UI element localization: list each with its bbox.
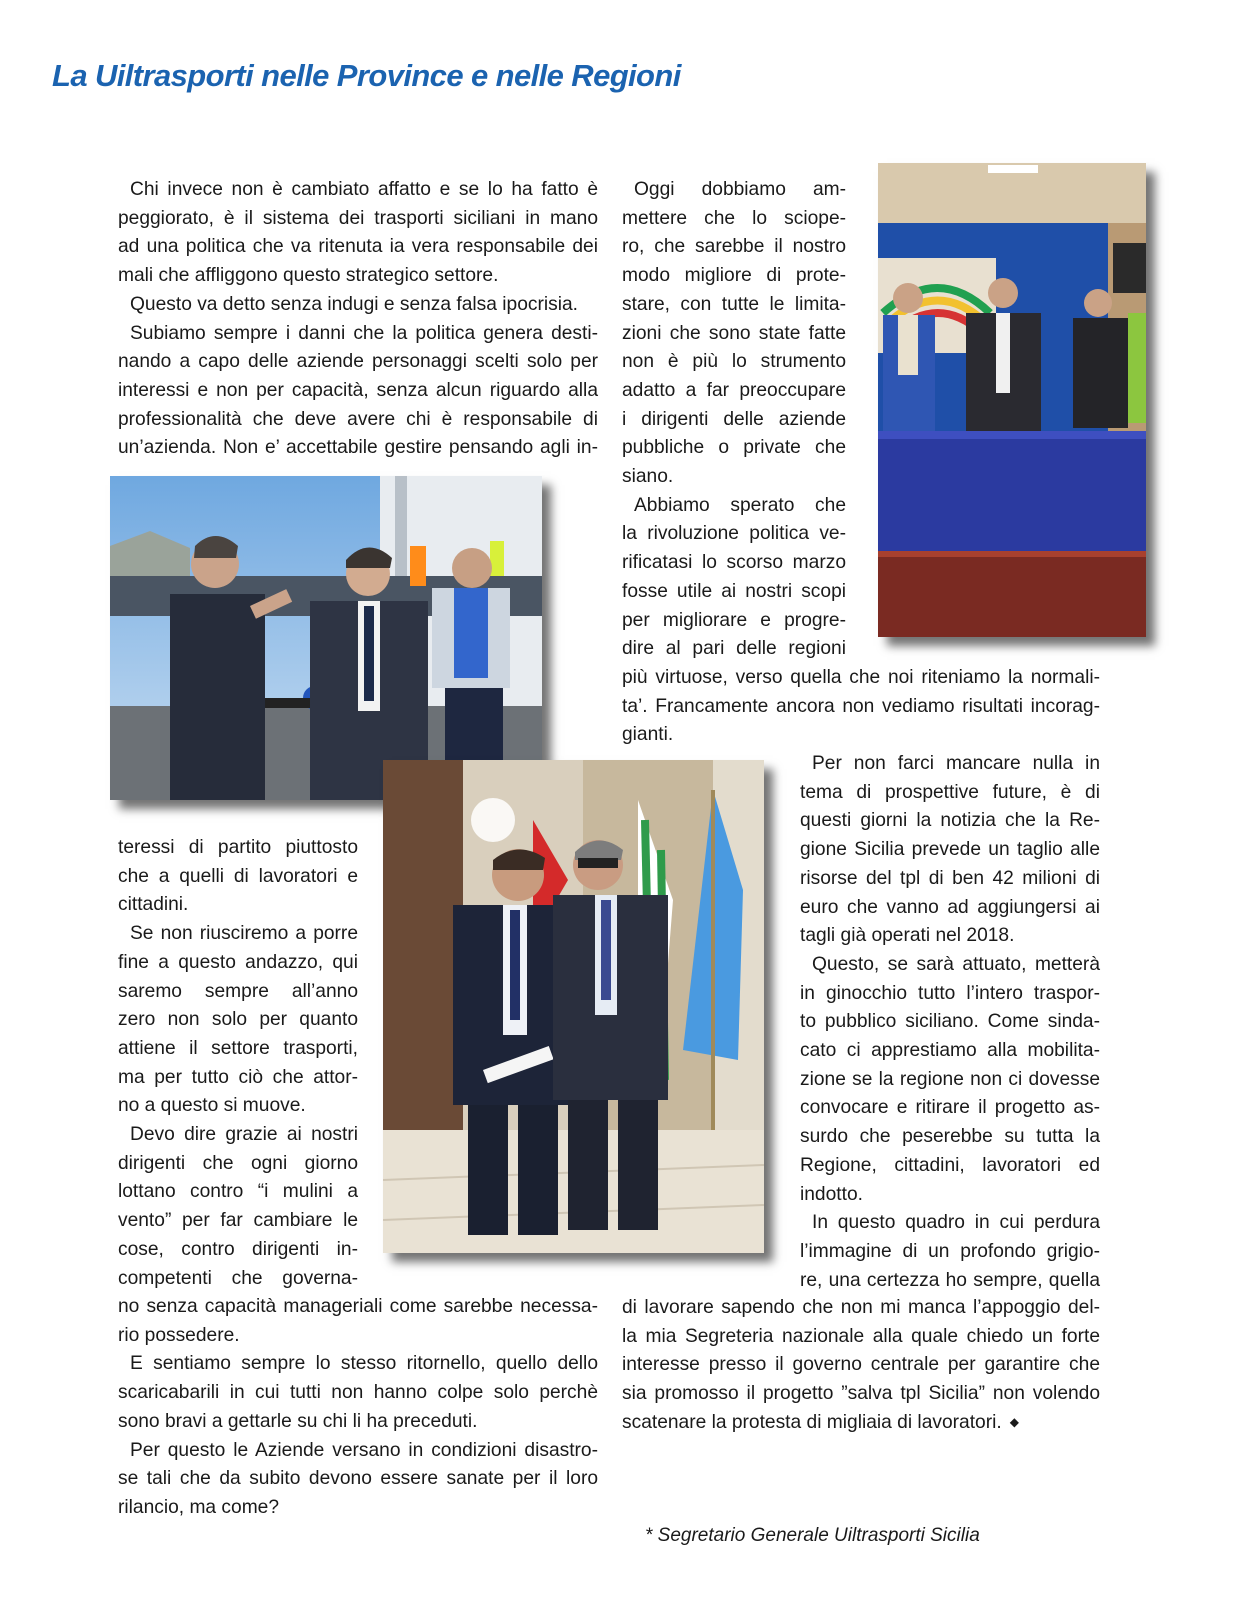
text-line: stare, con tutte le limita-	[622, 293, 846, 315]
text-line: vento” per far cambiare le	[118, 1210, 358, 1232]
text-line: per migliorare e progre-	[622, 609, 846, 631]
text-line: peggiorato, è il sistema dei trasporti siciliani in mano	[118, 207, 598, 229]
text-line: Questo, se sarà attuato, metterà	[812, 953, 1100, 975]
photo-conference-image	[878, 163, 1146, 637]
text-line: attiene il settore trasporti,	[118, 1037, 358, 1059]
text-line: siano.	[622, 466, 674, 487]
text-line: Abbiamo sperato che	[634, 494, 846, 516]
text-line: no a questo si muove.	[118, 1095, 306, 1117]
text-line: tema di prospettive future, è di	[800, 781, 1100, 803]
text-line: euro che vanno ad aggiungersi ai	[800, 896, 1100, 918]
text-line: to pubblico siciliano. Come sinda-	[800, 1011, 1100, 1033]
text-line: cose, contro dirigenti in-	[118, 1238, 358, 1260]
text-line: mettere che lo sciope-	[622, 207, 846, 229]
text-line: ro, che sarebbe il nostro	[622, 236, 846, 258]
text-line: un’azienda. Non e’ accettabile gestire pensando agli in-	[118, 437, 598, 459]
text-line: In questo quadro in cui perdura	[812, 1212, 1100, 1234]
text-line: zione se la regione non ci dovesse	[800, 1068, 1100, 1090]
text-line: cato ci apprestiamo alla mobilita-	[800, 1040, 1100, 1061]
text-line: di lavorare sapendo che non mi manca l’appoggio del-	[622, 1297, 1100, 1318]
end-mark-icon: ◆	[1009, 1415, 1019, 1430]
text-line: la mia Segreteria nazionale alla quale chiedo un forte	[622, 1325, 1100, 1347]
photo-port-interview	[110, 476, 542, 800]
text-line: scatenare la protesta di migliaia di lavoratori. ◆	[622, 1408, 1100, 1437]
text-line: Se non riusciremo a porre	[130, 923, 358, 945]
text-line: interessi e non per capacità, senza alcun riguardo alla	[118, 379, 598, 401]
photo-conference	[878, 163, 1146, 637]
text-line: E sentiamo sempre lo stesso ritornello, quello dello	[130, 1353, 598, 1375]
text-line: surdo che peserebbe su tutta la	[800, 1126, 1100, 1148]
text-line: sono bravi a gettarle su chi li ha preceduti.	[118, 1410, 478, 1432]
text-line: Per questo le Aziende versano in condizioni disastro-	[130, 1439, 598, 1461]
text-line: professionalità che deve avere chi è responsabile di	[118, 408, 598, 430]
text-line: Per non farci mancare nulla in	[812, 753, 1100, 774]
photo-port-interview-image	[110, 476, 542, 800]
text-line: tagli già operati nel 2018.	[800, 925, 1015, 947]
text-line: ad una politica che va ritenuta ia vera responsabile dei	[118, 236, 598, 258]
text-line: zioni che sono state fatte	[622, 322, 846, 344]
text-line: se tali che da subito devono essere sanate per il loro	[118, 1468, 598, 1490]
text-line: Subiamo sempre i danni che la politica genera desti-	[130, 322, 598, 344]
text-line: cittadini.	[118, 894, 189, 916]
text-line: zero non solo per quanto	[118, 1009, 358, 1031]
text-line: convocare e ritirare il progetto as-	[800, 1097, 1100, 1119]
text-line: interesse presso il governo centrale per garantire che	[622, 1354, 1100, 1376]
text-line: no senza capacità manageriali come sarebbe necessa-	[118, 1296, 598, 1317]
text-line: i dirigenti delle aziende	[622, 408, 846, 430]
text-line: lottano contro “i mulini a	[118, 1181, 358, 1203]
text-line: dirigenti che ogni giorno	[118, 1152, 358, 1174]
text-line: rio possedere.	[118, 1324, 240, 1346]
text-line: Chi invece non è cambiato affatto e se lo ha fatto è	[130, 179, 598, 200]
text-line: rificatasi lo scorso marzo	[622, 552, 846, 574]
text-line: ma per tutto ciò che attor-	[118, 1066, 358, 1088]
text-line: pubbliche o private che	[622, 437, 846, 459]
author-footnote: * Segretario Generale Uiltrasporti Sicilia	[645, 1525, 980, 1546]
text-line: saremo sempre all’anno	[118, 980, 358, 1002]
text-line: Questo va detto senza indugi e senza falsa ipocrisia.	[130, 293, 578, 315]
text-line: mali che affliggono questo strategico settore.	[118, 265, 499, 287]
text-line: competenti che governa-	[118, 1267, 358, 1289]
text-line: re, una certezza ho sempre, quella	[800, 1269, 1100, 1291]
text-line: non è più lo strumento	[622, 351, 846, 373]
text-line: indotto.	[800, 1183, 863, 1205]
text-line: modo migliore di prote-	[622, 265, 846, 287]
text-line: sia promosso il progetto ”salva tpl Sicilia” non volendo	[622, 1383, 1100, 1405]
text-line: fine a questo andazzo, qui	[118, 951, 358, 973]
text-line: fosse utile ai nostri scopi	[622, 580, 846, 602]
section-title: La Uiltrasporti nelle Province e nelle Regioni	[52, 58, 681, 93]
text-line: Regione, cittadini, lavoratori ed	[800, 1154, 1100, 1176]
text-line: più virtuose, verso quella che noi riteniamo la normali-	[622, 667, 1100, 688]
text-line: scaricabarili in cui tutti non hanno colpe solo perchè	[118, 1382, 598, 1404]
text-line: gianti.	[622, 724, 674, 746]
text-line: questi giorni la notizia che la Re-	[800, 810, 1100, 832]
text-line: dire al pari delle regioni	[622, 638, 846, 660]
text-line: in ginocchio tutto l’intero traspor-	[800, 982, 1100, 1004]
text-line: la rivoluzione politica ve-	[622, 523, 846, 545]
text-line: gione Sicilia prevede un taglio alle	[800, 839, 1100, 861]
text-line: ta’. Francamente ancora non vediamo risultati incorag-	[622, 695, 1100, 717]
photo-flags-portrait-image	[383, 760, 764, 1253]
text-line: teressi di partito piuttosto	[118, 837, 358, 858]
text-line: adatto a far preoccupare	[622, 379, 846, 401]
text-line: Oggi dobbiamo am-	[634, 179, 846, 200]
text-line: che a quelli di lavoratori e	[118, 865, 358, 887]
text-line: rilancio, ma come?	[118, 1496, 280, 1518]
photo-flags-portrait	[383, 760, 764, 1253]
text-line: risorse del tpl di ben 42 milioni di	[800, 867, 1100, 889]
text-line: l’immagine di un profondo grigio-	[800, 1240, 1100, 1262]
text-line: nando a capo delle aziende personaggi scelti solo per	[118, 351, 598, 373]
text-line: Devo dire grazie ai nostri	[130, 1124, 358, 1145]
